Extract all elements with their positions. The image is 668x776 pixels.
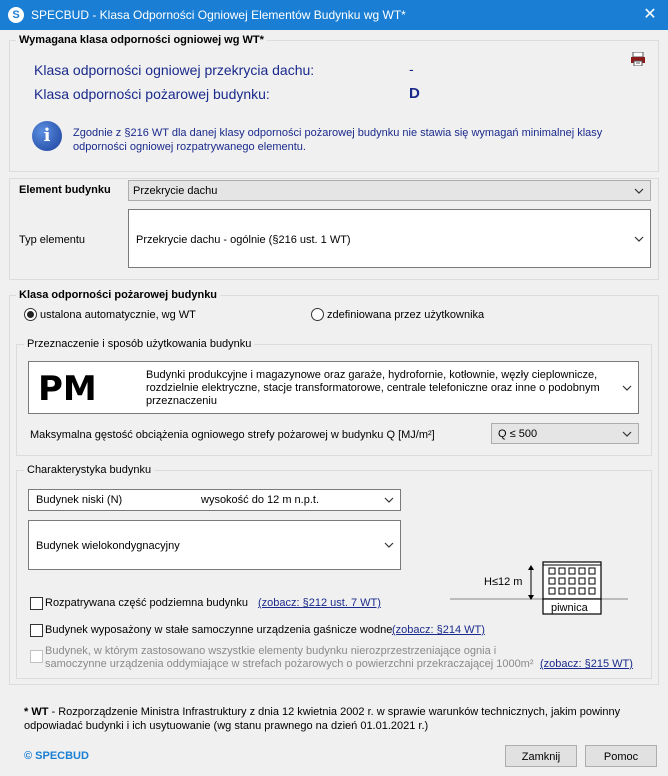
smoke-link[interactable]: (zobacz: §215 WT) [540, 658, 633, 670]
underground-label: Rozpatrywana część podziemna budynku [45, 597, 249, 609]
radio-auto-label: ustalona automatycznie, wg WT [40, 309, 196, 321]
smoke-label: Budynek, w którym zastosowano wszystkie elementy budynku nierozprzestrzeniające ognia i samoczynne urządzenia oddymiające w strefach pożarowych o powierzchni przekraczającej 1000m² [45, 645, 534, 670]
height-class-desc: wysokość do 12 m n.p.t. [201, 494, 319, 506]
window-title: SPECBUD - Klasa Odporności Ogniowej Elementów Budynku wg WT* [31, 8, 406, 22]
element-type-label: Typ elementu [19, 234, 86, 246]
brand-label: © SPECBUD [24, 750, 89, 762]
roof-class-value: - [409, 61, 414, 77]
help-button[interactable]: Pomoc [585, 745, 657, 767]
extinguish-link[interactable]: (zobacz: §214 WT) [392, 624, 485, 636]
required-class-header: Wymagana klasa odporności ogniowej wg WT* [16, 34, 267, 46]
chevron-down-icon [634, 186, 644, 196]
purpose-code: PM [38, 369, 97, 409]
chevron-down-icon [634, 234, 644, 244]
height-class-select[interactable] [28, 489, 401, 511]
extinguish-label: Budynek wyposażony w stałe samoczynne urządzenia gaśnicze wodne [45, 624, 393, 636]
building-class-label: Klasa odporności pożarowej budynku: [34, 86, 270, 102]
element-type-select[interactable] [128, 209, 651, 268]
storeys-select[interactable] [28, 520, 401, 570]
radio-user[interactable] [311, 308, 324, 321]
info-icon: i [32, 121, 62, 151]
density-select[interactable] [491, 423, 639, 444]
element-label: Element budynku [19, 184, 111, 196]
chevron-down-icon [622, 383, 632, 393]
print-icon[interactable] [630, 52, 646, 66]
extinguish-checkbox[interactable] [30, 624, 43, 637]
purpose-description: Budynki produkcyjne i magazynowe oraz garaże, hydrofornie, kotłownie, węzły cieplownicze, rozdzielnie elektryczne, stacje transformatorowe, centrale telefoniczne oraz inne o podobnym przeznaczeniu [146, 369, 600, 407]
underground-checkbox[interactable] [30, 597, 43, 610]
basement-label: piwnica [551, 602, 588, 614]
radio-auto[interactable] [24, 308, 37, 321]
footnote [24, 705, 644, 733]
density-label: Maksymalna gęstość obciążenia ogniowego strefy pożarowej w budynku Q [MJ/m²] [30, 429, 435, 441]
footnote-text: - Rozporządzenie Ministra Infrastruktury z dnia 12 kwietnia 2002 r. w sprawie warunków technicznych, jakim powinny odpowiadać budynki i ich usytuowanie (wg stanu prawnego na dzień 01.01.2021 r.) [24, 706, 621, 732]
density-value: Q ≤ 500 [498, 428, 538, 440]
building-diagram [450, 558, 630, 620]
chevron-down-icon [384, 540, 394, 550]
title-bar [0, 0, 668, 30]
info-text: Zgodnie z §216 WT dla danej klasy odporności pożarowej budynku nie stawia się wymagań minimalnej klasy odporności ogniowej rozpatrywanego elementu. [73, 127, 603, 153]
storeys-value: Budynek wielokondygnacyjny [36, 540, 180, 552]
app-icon: S [8, 7, 24, 23]
close-icon[interactable]: ✕ [643, 6, 657, 23]
footnote-mark: * WT [24, 706, 49, 718]
fire-class-header: Klasa odporności pożarowej budynku [16, 289, 220, 301]
height-class-value: Budynek niski (N) [36, 494, 123, 506]
chevron-down-icon [384, 495, 394, 505]
height-marker: H≤12 m [484, 576, 523, 588]
underground-link[interactable]: (zobacz: §212 ust. 7 WT) [258, 597, 381, 609]
chevron-down-icon [622, 429, 632, 439]
smoke-checkbox[interactable] [30, 650, 43, 663]
close-button[interactable]: Zamknij [505, 745, 577, 767]
purpose-select[interactable] [28, 361, 639, 414]
element-select-value: Przekrycie dachu [133, 185, 218, 197]
element-type-value: Przekrycie dachu - ogólnie (§216 ust. 1 WT) [136, 234, 351, 246]
element-select[interactable] [128, 180, 651, 201]
purpose-code-box [32, 365, 135, 410]
characteristics-header: Charakterystyka budynku [24, 464, 154, 476]
radio-user-label: zdefiniowana przez użytkownika [327, 309, 485, 321]
building-class-value: D [409, 85, 420, 102]
purpose-header: Przeznaczenie i sposób użytkowania budynku [24, 338, 254, 350]
roof-class-label: Klasa odporności ogniowej przekrycia dachu: [34, 62, 315, 78]
